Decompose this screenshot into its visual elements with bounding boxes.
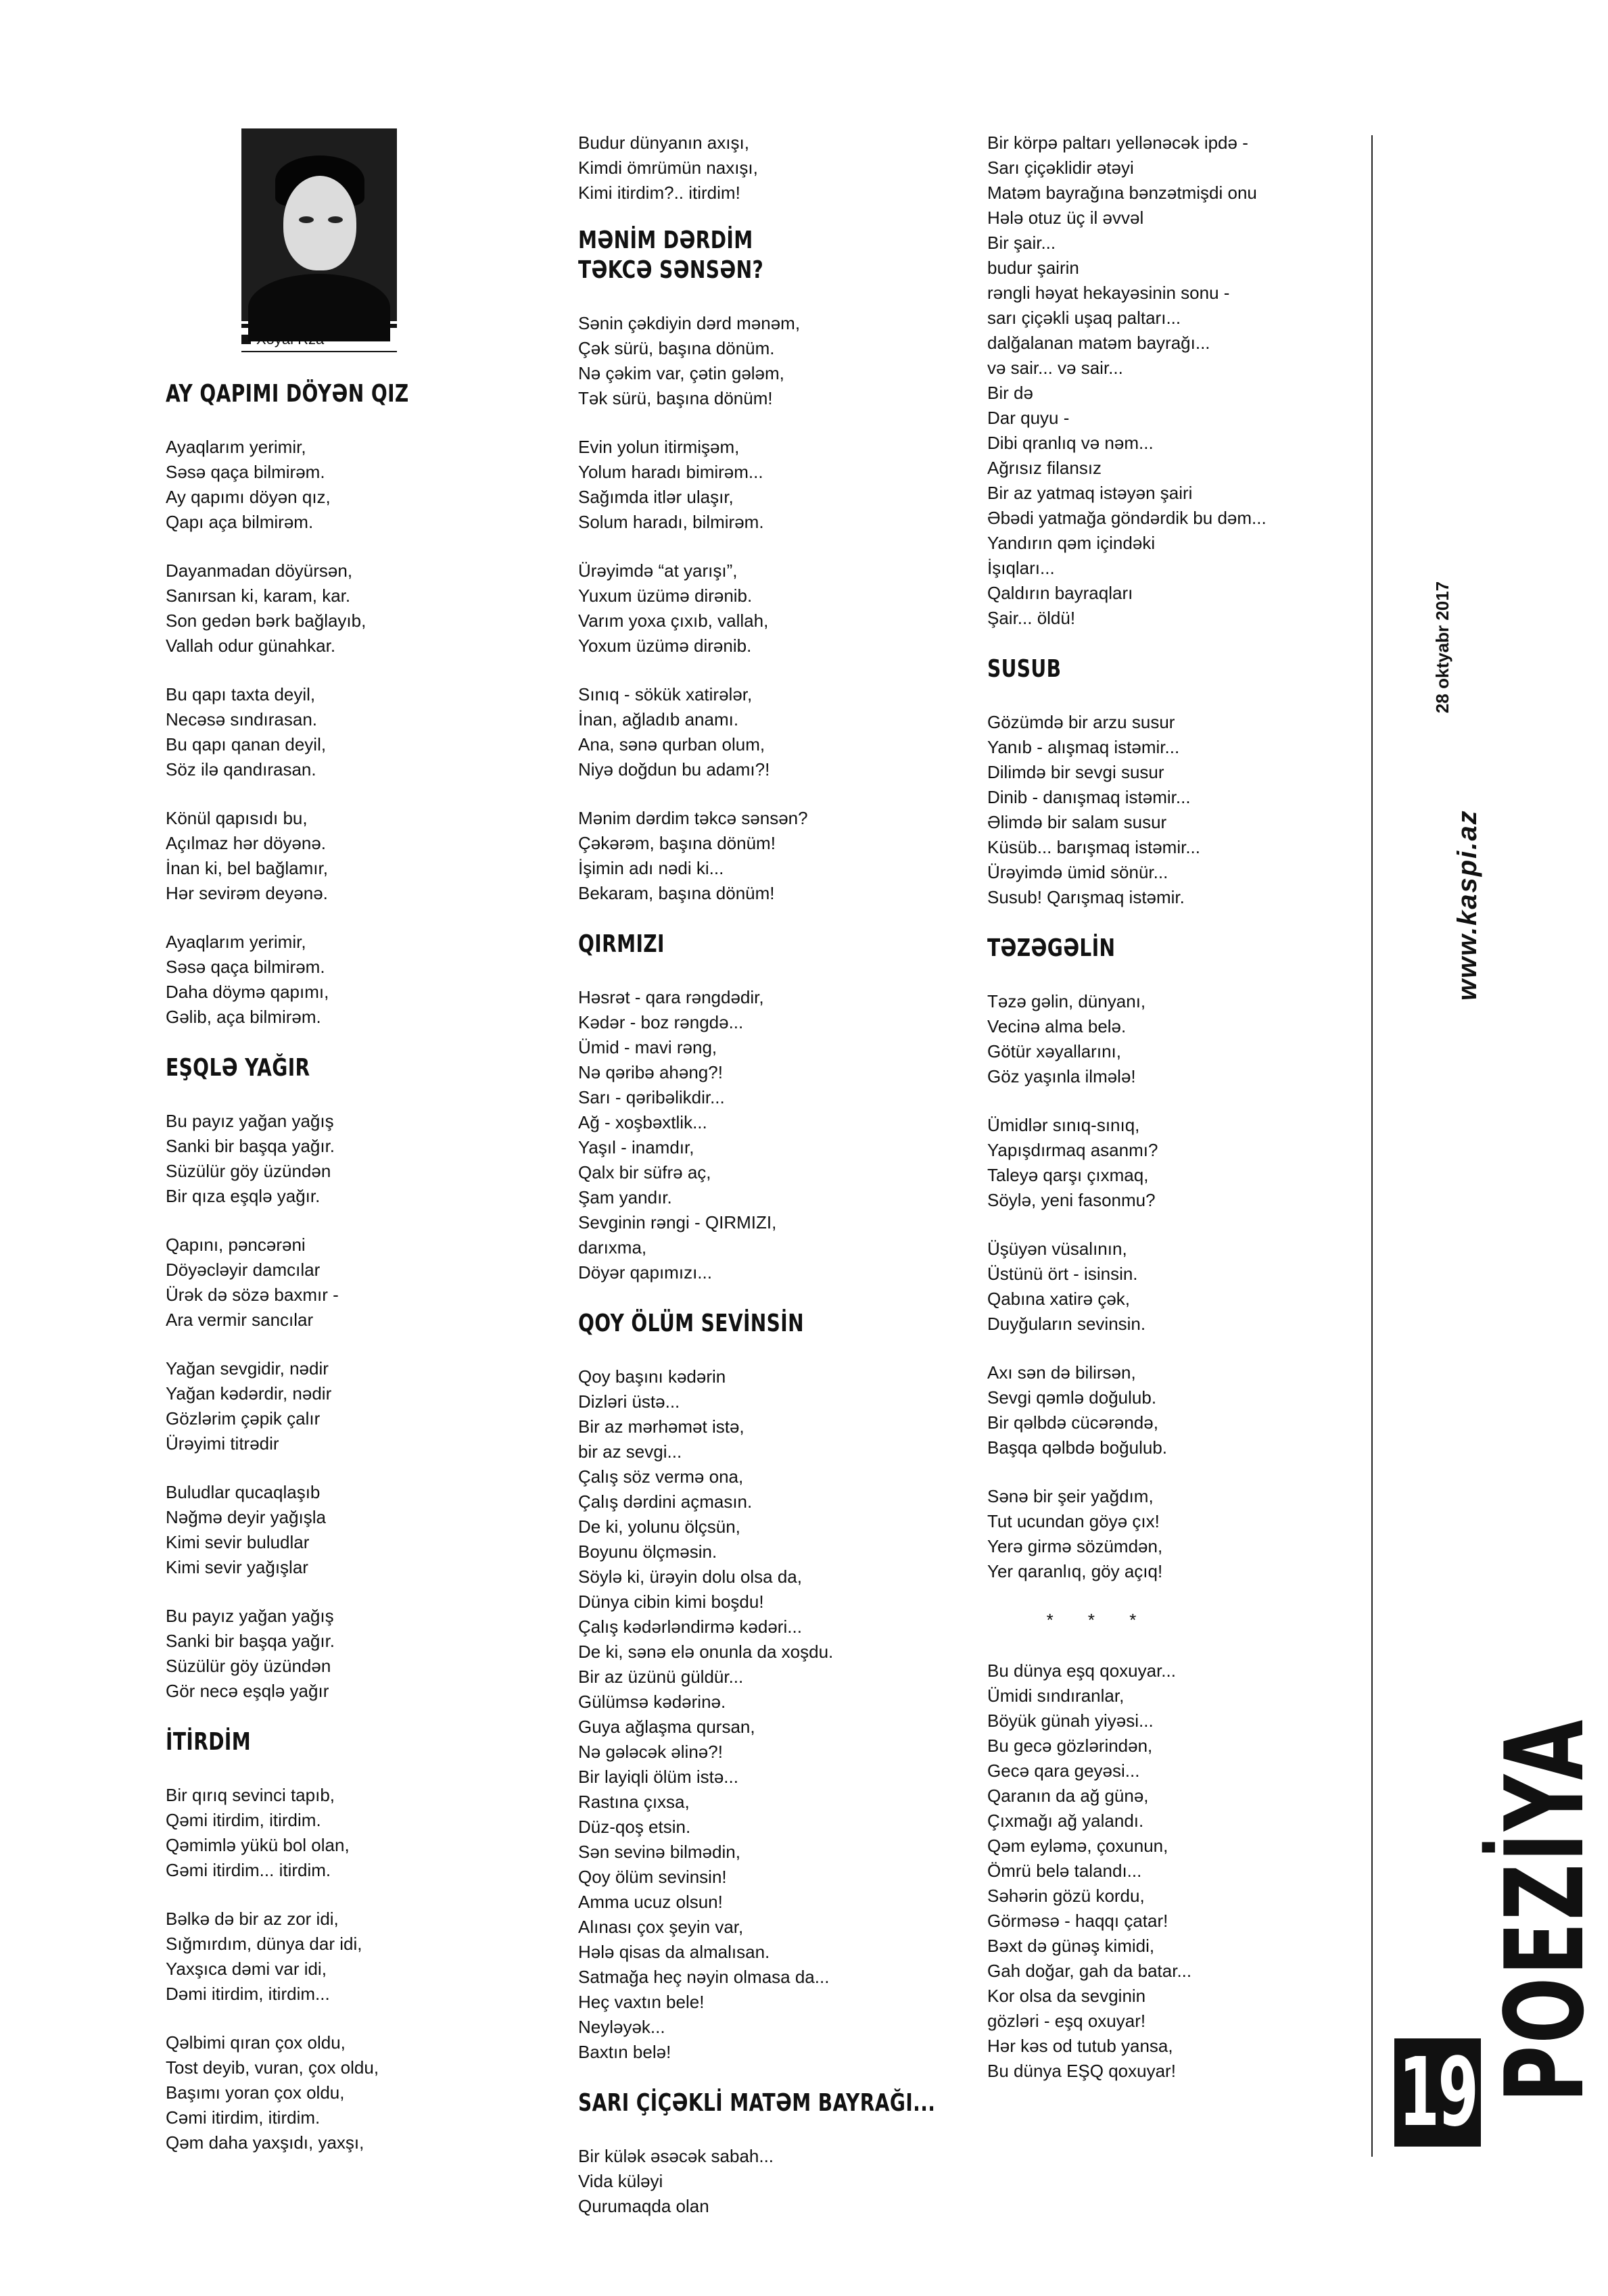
poem-line: Ürəyimdə “at yarışı”, (578, 560, 738, 581)
poem-line: Hələ qisas da almalısan. (578, 1942, 770, 1962)
poem-line: Yağan kədərdir, nədir (166, 1383, 332, 1404)
poem-line: Ümidi sındıranlar, (987, 1685, 1125, 1706)
poem-line: Nə gələcək əlinə?! (578, 1742, 723, 1762)
poem-line: Çalış dərdini açmasın. (578, 1491, 753, 1512)
poem-line: İşıqları... (987, 558, 1055, 578)
poem-line: Tost deyib, vuran, çox oldu, (166, 2057, 379, 2078)
stanza (166, 930, 571, 1030)
poem-line: Sevgi qəmlə doğulub. (987, 1387, 1157, 1408)
section-separator: * * * (1046, 1610, 1152, 1630)
poem-line: Görməsə - haqqı çatar! (987, 1911, 1168, 1931)
poem-line: Ümid - mavi rəng, (578, 1037, 717, 1057)
stanza (578, 435, 997, 535)
poem-line: Baxtın belə! (578, 2042, 671, 2062)
poem-line: Buludlar qucaqlaşıb (166, 1482, 321, 1502)
poem-line: Bir az yatmaq istəyən şairi (987, 483, 1193, 503)
poem-line: Böyük günah yiyəsi... (987, 1711, 1154, 1731)
poem-line: Ağ - xoşbəxtlik... (578, 1112, 707, 1132)
poem-line: Kor olsa da sevginin (987, 1986, 1146, 2006)
poem-line: Döyər qapımızı... (578, 1262, 712, 1283)
stanza (987, 1484, 1393, 1584)
poem-line: Gecə qara geyəsi... (987, 1761, 1140, 1781)
poem-line: Sən sevinə bilmədin, (578, 1842, 740, 1862)
stanza (987, 1113, 1393, 1213)
poem-line: Tək sürü, başına dönüm! (578, 388, 773, 408)
poem-line: De ki, sənə elə onunla da xoşdu. (578, 1642, 834, 1662)
poem-title: SARI ÇİÇƏKLİ MATƏM BAYRAĞI... (578, 2089, 936, 2117)
poem-line: Ömrü belə talandı... (987, 1861, 1142, 1881)
poem-line: Yuxum üzümə dirənib. (578, 585, 753, 606)
poem-line: Götür xəyallarını, (987, 1041, 1121, 1061)
poem-line: Düz-qoş etsin. (578, 1817, 691, 1837)
poem-line: Süzülür göy üzündən (166, 1656, 331, 1676)
stanza (166, 1356, 571, 1456)
poem-line: Kədər - boz rəngdə... (578, 1012, 744, 1032)
poem-line: Yaxşıca dəmi var idi, (166, 1959, 327, 1979)
poem-line: Təzə gəlin, dünyanı, (987, 991, 1146, 1011)
poem-line: Bu qapı taxta deyil, (166, 684, 316, 704)
poem-line: Guya ağlaşma qursan, (578, 1717, 755, 1737)
poem-line: İşimin adı nədi ki... (578, 858, 724, 878)
poem-line: darıxma, (578, 1237, 647, 1258)
poem-title: QIRMIZI (578, 930, 665, 958)
stanza (166, 806, 571, 906)
poem-line: Bir az üzünü güldür... (578, 1667, 744, 1687)
stanza (166, 1480, 571, 1580)
poem-line: İnan ki, bel bağlamır, (166, 858, 328, 878)
poem-line: Kimdi ömrümün naxışı, (578, 158, 758, 178)
poem-line: Tut ucundan göyə çıx! (987, 1511, 1160, 1531)
stanza (166, 558, 571, 659)
poem-line: Evin yolun itirmişəm, (578, 437, 740, 457)
poem-line: Bu dünya eşq qoxuyar... (987, 1660, 1176, 1681)
poem-line: Söz ilə qandırasan. (166, 759, 316, 780)
poem-line: Varım yoxa çıxıb, vallah, (578, 611, 769, 631)
poem-line: Bu payız yağan yağış (166, 1111, 334, 1131)
poem-line: Bir az mərhəmət istə, (578, 1416, 744, 1437)
poem-line: Dibi qranlıq və nəm... (987, 433, 1154, 453)
poem-line: Yandırın qəm içindəki (987, 533, 1156, 553)
poem-line: Bir qəlbdə cücərəndə, (987, 1412, 1158, 1433)
poem-line: Necəsə sındırasan. (166, 709, 318, 730)
page-number: 19 (1398, 2037, 1477, 2148)
poem-line: Gör necə eşqlə yağır (166, 1681, 329, 1701)
poem-line: Daha döymə qapımı, (166, 982, 329, 1002)
poem-title (578, 226, 905, 285)
poem-line: Qalx bir süfrə aç, (578, 1162, 711, 1182)
poem-line: Sanki bir başqa yağır. (166, 1631, 335, 1651)
stanza (578, 558, 997, 659)
poem-title: EŞQLƏ YAĞIR (166, 1054, 310, 1082)
poem-line: Vecinə alma belə. (987, 1016, 1127, 1036)
poem-line: Döyəcləyir damcılar (166, 1260, 321, 1280)
poem-line: İnan, ağladıb anamı. (578, 709, 739, 730)
poem-line: Qəlbimi qıran çox oldu, (166, 2032, 346, 2053)
stanza (166, 1604, 571, 1704)
poem-line: Şair... öldü! (987, 608, 1076, 628)
poem-line: Qapını, pəncərəni (166, 1235, 306, 1255)
poem-line: Səsə qaça bilmirəm. (166, 957, 325, 977)
poem-line: Bu gecə gözlərindən, (987, 1736, 1153, 1756)
poem-line: Susub! Qarışmaq istəmir. (987, 887, 1185, 907)
poem-line: Ürəyimi titrədir (166, 1433, 279, 1454)
poem-line: budur şairin (987, 258, 1079, 278)
poem-line: və sair... və sair... (987, 358, 1123, 378)
poem-line: Əlimdə bir salam susur (987, 812, 1167, 832)
poem-line: rəngli həyat hekayəsinin sonu - (987, 283, 1230, 303)
poem-line: Ayaqlarım yerimir, (166, 437, 306, 457)
poem-line: Şam yandır. (578, 1187, 672, 1207)
stanza (166, 1907, 571, 2007)
poem-line: Üstünü ört - isinsin. (987, 1264, 1138, 1284)
poem-line: dalğalanan matəm bayrağı... (987, 333, 1210, 353)
stanza (166, 1109, 571, 1209)
poem-line: Sağımda itlər ulaşır, (578, 487, 734, 507)
stanza (578, 682, 997, 782)
poem-line: Hələ otuz üç il əvvəl (987, 208, 1144, 228)
poem-line: Sevginin rəngi - QIRMIZI, (578, 1212, 777, 1233)
poem-line: Dayanmadan döyürsən, (166, 560, 353, 581)
poem-line: Bir qıza eşqlə yağır. (166, 1186, 321, 1206)
poem-line: Açılmaz hər döyənə. (166, 833, 327, 853)
poem-line: Axı sən də bilirsən, (987, 1362, 1136, 1383)
margin-rule (1371, 135, 1373, 2157)
stanza (987, 1658, 1393, 2084)
poem-line: Qəm daha yaxşıdı, yaxşı, (166, 2132, 364, 2153)
poem-line: Sənin çəkdiyin dərd mənəm, (578, 313, 801, 333)
poem-line: Qabına xatirə çək, (987, 1289, 1130, 1309)
poem-line: Başqa qəlbdə boğulub. (987, 1437, 1168, 1458)
poem-line: Qoy başını kədərin (578, 1366, 726, 1387)
stanza (166, 1233, 571, 1333)
poem-line: Ana, sənə qurban olum, (578, 734, 765, 755)
poem-line: Dilimdə bir sevgi susur (987, 762, 1164, 782)
poem-line: Heç vaxtın bele! (578, 1992, 705, 2012)
poem-line: Yanıb - alışmaq istəmir... (987, 737, 1180, 757)
poem-line: Ayaqlarım yerimir, (166, 932, 306, 952)
poem-line: Həsrət - qara rəngdədir, (578, 987, 764, 1007)
poem-line: Sanırsan ki, karam, kar. (166, 585, 351, 606)
poem-line: Ürək də sözə baxmır - (166, 1285, 339, 1305)
stanza (166, 2030, 571, 2155)
poem-line: Gözlərim çəpik çalır (166, 1408, 321, 1429)
poem-line: Qaldırın bayraqları (987, 583, 1133, 603)
poem-line: Dəmi itirdim, itirdim... (166, 1984, 330, 2004)
poem-line: Gülümsə kədərinə. (578, 1692, 726, 1712)
poem-line: Sanki bir başqa yağır. (166, 1136, 335, 1156)
column-1 (166, 128, 571, 2179)
poem-line: Ay qapımı döyən qız, (166, 487, 331, 507)
poem-line: Könül qapısıdı bu, (166, 808, 308, 828)
poem-line: Vida küləyi (578, 2171, 663, 2191)
poem-line: Boyunu ölçməsin. (578, 1541, 717, 1562)
poem-line: sarı çiçəkli uşaq paltarı... (987, 308, 1181, 328)
poem-line: Çək sürü, başına dönüm. (578, 338, 775, 358)
poem-line: Yer qaranlıq, göy açıq! (987, 1561, 1163, 1581)
stanza (987, 130, 1393, 631)
poem-line: Sınıq - sökük xatirələr, (578, 684, 753, 704)
poem-line: Qəmimlə yükü bol olan, (166, 1835, 350, 1855)
poem-line: Bir qırıq sevinci tapıb, (166, 1785, 335, 1805)
poem-line: Bu payız yağan yağış (166, 1606, 334, 1626)
poem-line: bir az sevgi... (578, 1441, 682, 1462)
poem-line: Qapı aça bilmirəm. (166, 512, 314, 532)
poem-line: Bir körpə paltarı yellənəcək ipdə - (987, 133, 1248, 153)
stanza (987, 989, 1393, 1089)
poem-line: Bir külək əsəcək sabah... (578, 2146, 774, 2166)
poem-line: Gəmi itirdim... itirdim. (166, 1860, 331, 1880)
poem-line: Gözümdə bir arzu susur (987, 712, 1175, 732)
poem-line: Nə qəribə ahəng?! (578, 1062, 723, 1082)
poem-line: Alınası çox şeyin var, (578, 1917, 744, 1937)
poem-line: Bəlkə də bir az zor idi, (166, 1909, 339, 1929)
poem-line: Yerə girmə sözümdən, (987, 1536, 1163, 1556)
poem-line: Küsüb... barışmaq istəmir... (987, 837, 1201, 857)
poem-line: Rastına çıxsa, (578, 1792, 690, 1812)
poem-line: Ürəyimdə ümid sönür... (987, 862, 1168, 882)
poem-line: Nə çəkim var, çətin gələm, (578, 363, 784, 383)
column-2 (578, 130, 997, 2243)
poem-line: Bir şair... (987, 233, 1056, 253)
poem-line: Hər kəs od tutub yansa, (987, 2036, 1173, 2056)
stanza (166, 435, 571, 535)
poem-line: De ki, yolunu ölçsün, (578, 1516, 740, 1537)
poem-line: Yolum haradı bimirəm... (578, 462, 763, 482)
poem-line: Duyğuların sevinsin. (987, 1314, 1146, 1334)
poem-title-line: TƏKCƏ SƏNSƏN? (578, 256, 764, 284)
poem-line: Nəğmə deyir yağışla (166, 1507, 326, 1527)
column-3 (987, 130, 1393, 2107)
poem-line: Bir də (987, 383, 1033, 403)
poem-line: Çıxmağı ağ yalandı. (987, 1811, 1144, 1831)
poem-line: Kimi sevir yağışlar (166, 1557, 308, 1577)
poem-line: Vallah odur günahkar. (166, 636, 336, 656)
poem-line: Hər sevirəm deyənə. (166, 883, 328, 903)
poem-line: Qurumaqda olan (578, 2196, 709, 2216)
poem-line: Matəm bayrağına bənzətmişdi onu (987, 183, 1257, 203)
poem-title: AY QAPIMI DÖYƏN QIZ (166, 380, 409, 408)
poem-line: Süzülür göy üzündən (166, 1161, 331, 1181)
poem-line: Bekaram, başına dönüm! (578, 883, 775, 903)
stanza (578, 806, 997, 906)
stanza (166, 1783, 571, 1883)
poem-line: Niyə doğdun bu adamı?! (578, 759, 770, 780)
poem-line: Amma ucuz olsun! (578, 1892, 723, 1912)
poem-line: Qoy ölüm sevinsin! (578, 1867, 727, 1887)
poem-line: Qəmi itirdim, itirdim. (166, 1810, 321, 1830)
poem-line: Səsə qaça bilmirəm. (166, 462, 325, 482)
poem-line: Son gedən bərk bağlayıb, (166, 611, 366, 631)
poem-line: Gəlib, aça bilmirəm. (166, 1007, 321, 1027)
poem-line: Solum haradı, bilmirəm. (578, 512, 764, 532)
poem-line: Gah doğar, gah da batar... (987, 1961, 1192, 1981)
poem-line: Başımı yoran çox oldu, (166, 2082, 345, 2103)
poem-line: Ara vermir sancılar (166, 1310, 314, 1330)
stanza (987, 710, 1393, 910)
poem-line: Dizləri üstə... (578, 1391, 680, 1412)
poem-line: Cəmi itirdim, itirdim. (166, 2107, 321, 2128)
poem-line: Bu dünya EŞQ qoxuyar! (987, 2061, 1176, 2081)
poem-line: Qaranın da ağ günə, (987, 1786, 1149, 1806)
poem-title: TƏZƏGƏLİN (987, 934, 1116, 962)
poem-line: Qəm eyləmə, çoxunun, (987, 1836, 1168, 1856)
stanza (578, 1364, 997, 2065)
poem-line: Mənim dərdim təkcə sənsən? (578, 808, 808, 828)
poem-line: Taleyə qarşı çıxmaq, (987, 1165, 1149, 1185)
poem-line: Yağan sevgidir, nədir (166, 1358, 329, 1379)
stanza (578, 311, 997, 411)
poem-line: Sığmırdım, dünya dar idi, (166, 1934, 362, 1954)
poem-line: Çalış söz vermə ona, (578, 1466, 744, 1487)
poem-line: Söylə ki, ürəyin dolu olsa da, (578, 1566, 802, 1587)
poem-title: QOY ÖLÜM SEVİNSİN (578, 1310, 805, 1337)
poem-line: Dünya cibin kimi boşdu! (578, 1592, 764, 1612)
poem-line: gözləri - eşq oxuyar! (987, 2011, 1146, 2031)
poem-line: Satmağa heç nəyin olmasa da... (578, 1967, 830, 1987)
caption-underline (241, 351, 397, 352)
poem-line: Bu qapı qanan deyil, (166, 734, 327, 755)
stanza (578, 130, 997, 206)
poem-line: Sənə bir şeir yağdım, (987, 1486, 1154, 1506)
page-number-box (1394, 2038, 1481, 2147)
poem-line: Dar quyu - (987, 408, 1070, 428)
poem-line: Əbədi yatmağa göndərdik bu dəm... (987, 508, 1267, 528)
poem-line: Yapışdırmaq asanmı? (987, 1140, 1158, 1160)
poem-line: Dinib - danışmaq istəmir... (987, 787, 1191, 807)
stanza (987, 1237, 1393, 1337)
poem-line: Bir layiqli ölüm istə... (578, 1767, 738, 1787)
poem-line: Kimi itirdim?.. itirdim! (578, 183, 740, 203)
poem-line: Sarı - qəribəlikdir... (578, 1087, 725, 1107)
stanza (166, 682, 571, 782)
poem-line: Çalış kədərləndirmə kədəri... (578, 1617, 802, 1637)
poem-title-line: MƏNİM DƏRDİM (578, 226, 753, 254)
poem-line: Üşüyən vüsalının, (987, 1239, 1127, 1259)
poem-line: Ümidlər sınıq-sınıq, (987, 1115, 1140, 1135)
website-link[interactable]: www.kaspi.az (1452, 809, 1482, 1001)
poem-title: İTİRDİM (166, 1728, 252, 1756)
stanza (578, 2144, 997, 2219)
poem-line: Kimi sevir buludlar (166, 1532, 310, 1552)
poem-line: Göz yaşınla ilmələ! (987, 1066, 1136, 1086)
poem-title: SUSUB (987, 655, 1062, 683)
stanza (578, 985, 997, 1285)
poem-line: Ağrısız filansız (987, 458, 1102, 478)
stanza (987, 1360, 1393, 1460)
issue-date: 28 oktyabr 2017 (1432, 581, 1452, 713)
author-photo (241, 128, 397, 321)
poem-line: Söylə, yeni fasonmu? (987, 1190, 1156, 1210)
poem-line: Neyləyək... (578, 2017, 665, 2037)
poem-line: Bəxt də günəş kimidi, (987, 1936, 1155, 1956)
poem-line: Çəkərəm, başına dönüm! (578, 833, 776, 853)
section-title: POEZİYA (1482, 1717, 1608, 2103)
poem-line: Səhərin gözü kordu, (987, 1886, 1145, 1906)
poem-line: Yaşıl - inamdır, (578, 1137, 694, 1157)
poem-line: Yoxum üzümə dirənib. (578, 636, 752, 656)
poem-line: Sarı çiçəklidir ətəyi (987, 158, 1134, 178)
poem-line: Budur dünyanın axışı, (578, 133, 749, 153)
